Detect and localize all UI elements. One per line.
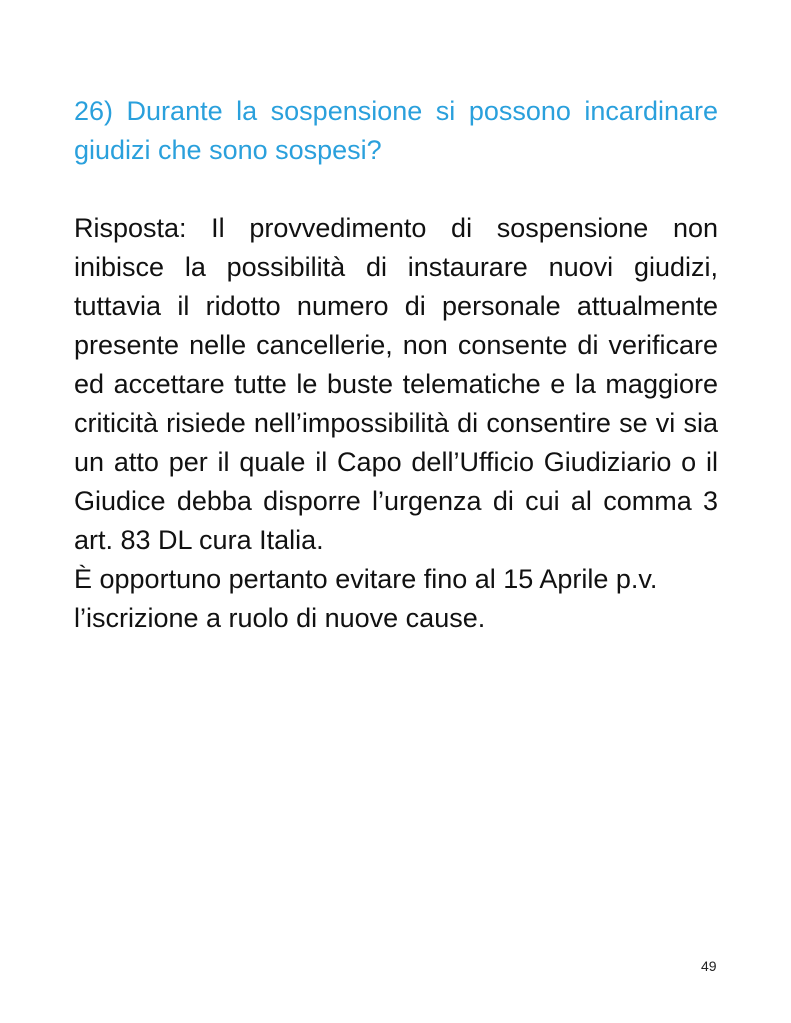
- answer-paragraph: Risposta: Il provvedimento di sospensione non inibisce la possibilità di instaurare nuovi giudizi, tuttavia il ridotto numero di personale attualmente presente nelle cancellerie, non consente di verificare ed accettare tutte le buste telematiche e la maggiore criticità risiede nell’impossibilità di consentire se vi sia un atto per il quale il Capo dell’Ufficio Giudiziario o il Giudice debba disporre l’urgenza di cui al comma 3 art. 83 DL cura Italia.: [74, 213, 718, 555]
- paragraph-spacer: [74, 170, 718, 209]
- page-number: 49: [701, 958, 717, 974]
- question-heading: 26) Durante la sospensione si possono incardinare giudizi che sono sospesi?: [74, 96, 718, 165]
- page-content: [74, 92, 718, 638]
- recommendation-paragraph: È opportuno pertanto evitare fino al 15 Aprile p.v. l’iscrizione a ruolo di nuove cause.: [74, 564, 658, 633]
